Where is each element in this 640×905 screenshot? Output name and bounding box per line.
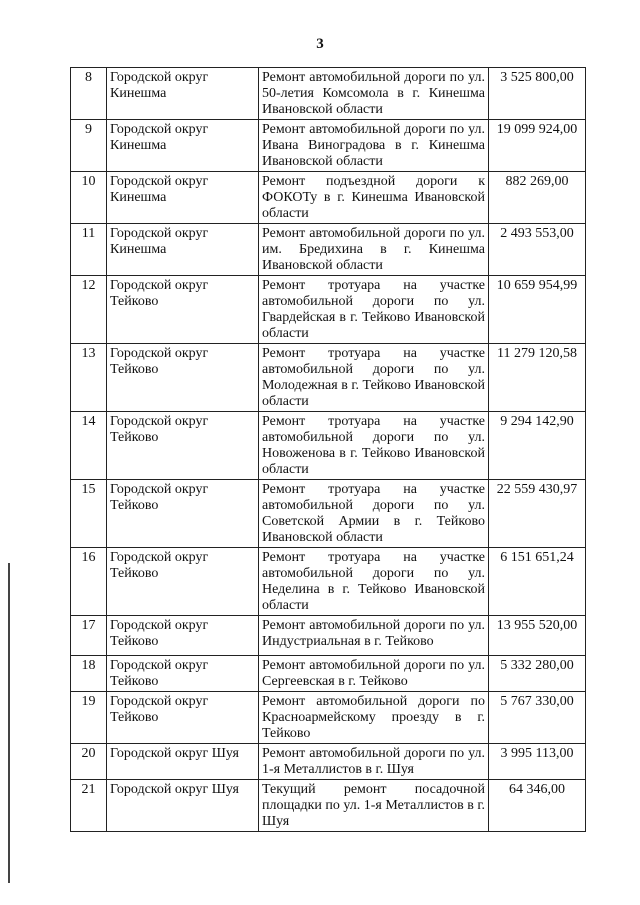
description-cell: Ремонт тротуара на участке автомобильной дороги по ул. Новоженова в г. Тейково Ивановской области — [259, 412, 489, 480]
description-cell: Ремонт подъездной дороги к ФОКОТу в г. Кинешма Ивановской области — [259, 172, 489, 224]
description-cell: Ремонт автомобильной дороги по ул. Сергеевская в г. Тейково — [259, 656, 489, 692]
row-number: 15 — [71, 480, 107, 548]
description-cell: Ремонт автомобильной дороги по ул. 1-я Металлистов в г. Шуя — [259, 744, 489, 780]
table-row — [71, 744, 586, 780]
district-cell: Городской округ Кинешма — [107, 120, 259, 172]
description-cell: Ремонт автомобильной дороги по Красноармейскому проезду в г. Тейково — [259, 692, 489, 744]
amount-cell: 19 099 924,00 — [489, 120, 586, 172]
table-row — [71, 692, 586, 744]
table-row — [71, 120, 586, 172]
table-row — [71, 616, 586, 656]
table-row — [71, 224, 586, 276]
district-cell: Городской округ Кинешма — [107, 68, 259, 120]
district-cell: Городской округ Тейково — [107, 412, 259, 480]
amount-cell: 13 955 520,00 — [489, 616, 586, 656]
description-cell: Ремонт тротуара на участке автомобильной дороги по ул. Советской Армии в г. Тейково Ивановской области — [259, 480, 489, 548]
row-number: 17 — [71, 616, 107, 656]
table-row — [71, 344, 586, 412]
district-cell: Городской округ Кинешма — [107, 224, 259, 276]
district-cell: Городской округ Шуя — [107, 780, 259, 832]
row-number: 8 — [71, 68, 107, 120]
district-cell: Городской округ Шуя — [107, 744, 259, 780]
table-row — [71, 548, 586, 616]
district-cell: Городской округ Тейково — [107, 480, 259, 548]
description-cell: Ремонт автомобильной дороги по ул. Ивана Виноградова в г. Кинешма Ивановской области — [259, 120, 489, 172]
table-row — [71, 172, 586, 224]
district-cell: Городской округ Тейково — [107, 656, 259, 692]
table-row — [71, 656, 586, 692]
district-cell: Городской округ Тейково — [107, 276, 259, 344]
description-cell: Ремонт автомобильной дороги по ул. им. Бредихина в г. Кинешма Ивановской области — [259, 224, 489, 276]
amount-cell: 2 493 553,00 — [489, 224, 586, 276]
table-row — [71, 68, 586, 120]
table-row — [71, 276, 586, 344]
description-cell: Ремонт тротуара на участке автомобильной дороги по ул. Гвардейская в г. Тейково Ивановской области — [259, 276, 489, 344]
table-row — [71, 412, 586, 480]
row-number: 10 — [71, 172, 107, 224]
amount-cell: 3 525 800,00 — [489, 68, 586, 120]
description-cell: Ремонт тротуара на участке автомобильной дороги по ул. Молодежная в г. Тейково Ивановской области — [259, 344, 489, 412]
amount-cell: 10 659 954,99 — [489, 276, 586, 344]
description-cell: Ремонт автомобильной дороги по ул. Индустриальная в г. Тейково — [259, 616, 489, 656]
district-cell: Городской округ Тейково — [107, 692, 259, 744]
table-row — [71, 480, 586, 548]
row-number: 16 — [71, 548, 107, 616]
row-number: 20 — [71, 744, 107, 780]
row-number: 12 — [71, 276, 107, 344]
table-row — [71, 780, 586, 832]
description-cell: Ремонт автомобильной дороги по ул. 50-летия Комсомола в г. Кинешма Ивановской области — [259, 68, 489, 120]
row-number: 14 — [71, 412, 107, 480]
amount-cell: 5 767 330,00 — [489, 692, 586, 744]
district-cell: Городской округ Тейково — [107, 616, 259, 656]
description-cell: Ремонт тротуара на участке автомобильной дороги по ул. Неделина в г. Тейково Ивановской области — [259, 548, 489, 616]
district-cell: Городской округ Тейково — [107, 344, 259, 412]
page-number: 3 — [316, 36, 324, 52]
amount-cell: 6 151 651,24 — [489, 548, 586, 616]
row-number: 19 — [71, 692, 107, 744]
description-cell: Текущий ремонт посадочной площадки по ул. 1-я Металлистов в г. Шуя — [259, 780, 489, 832]
row-number: 21 — [71, 780, 107, 832]
row-number: 18 — [71, 656, 107, 692]
district-cell: Городской округ Тейково — [107, 548, 259, 616]
row-number: 11 — [71, 224, 107, 276]
amount-cell: 882 269,00 — [489, 172, 586, 224]
district-cell: Городской округ Кинешма — [107, 172, 259, 224]
amount-cell: 3 995 113,00 — [489, 744, 586, 780]
row-number: 9 — [71, 120, 107, 172]
amount-cell: 64 346,00 — [489, 780, 586, 832]
amount-cell: 22 559 430,97 — [489, 480, 586, 548]
budget-table — [70, 67, 586, 832]
amount-cell: 9 294 142,90 — [489, 412, 586, 480]
amount-cell: 11 279 120,58 — [489, 344, 586, 412]
margin-line — [8, 563, 10, 883]
amount-cell: 5 332 280,00 — [489, 656, 586, 692]
row-number: 13 — [71, 344, 107, 412]
